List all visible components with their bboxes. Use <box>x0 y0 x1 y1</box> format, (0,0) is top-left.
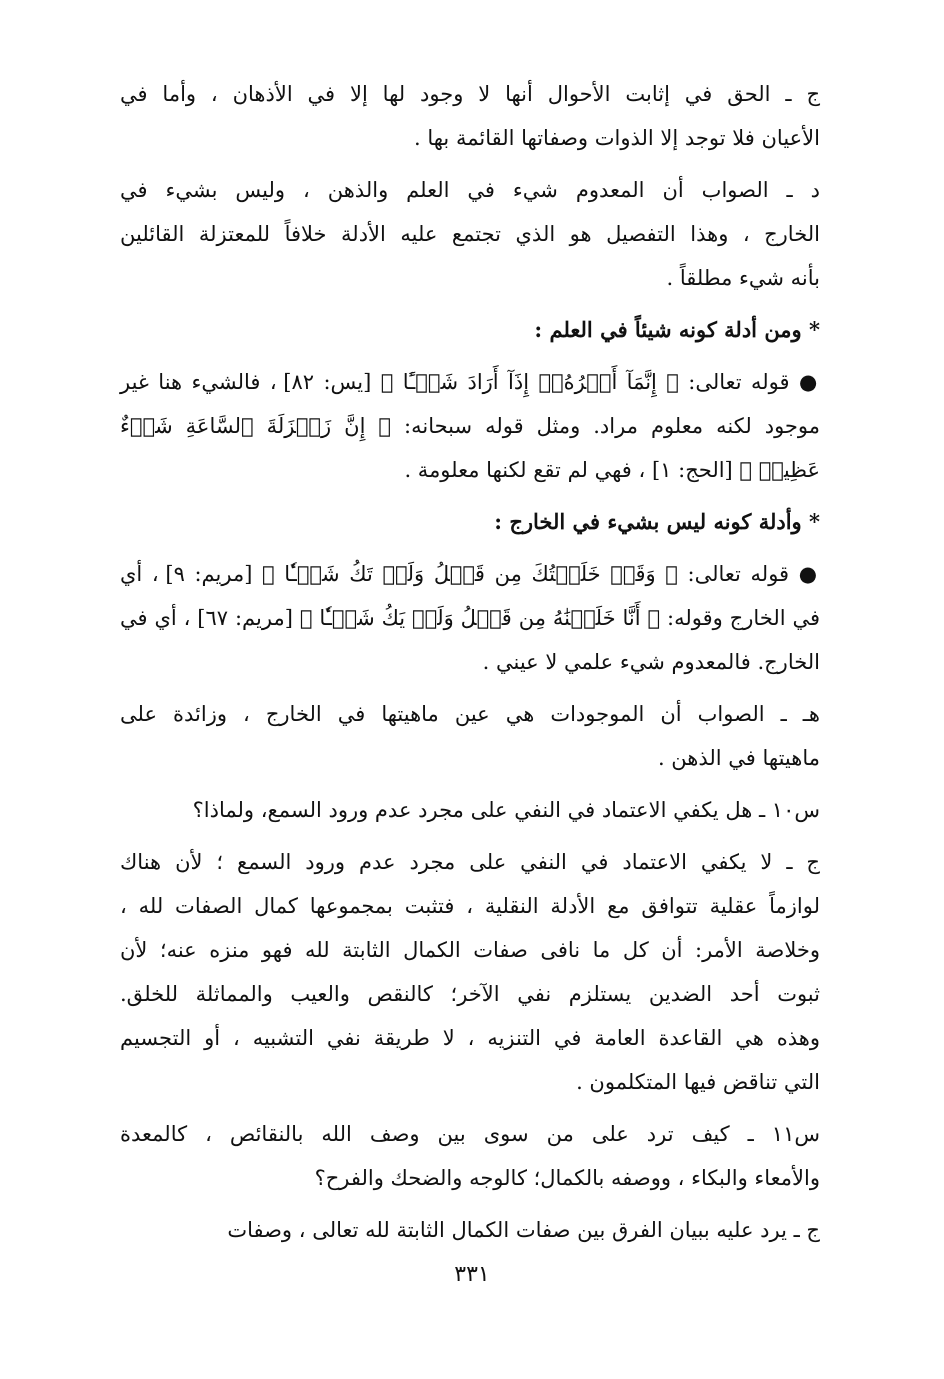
text-line: لوازماً عقلية تتوافق مع الأدلة النقلية ، فتثبت بمجموعها كمال الصفات لله ، <box>120 894 820 918</box>
paragraph <box>120 72 820 160</box>
text-line: ج ـ لا يكفي الاعتماد في النفي على مجرد عدم ورود السمع ؛ لأن هناك <box>120 850 820 874</box>
text-line: عَظِيمٞ ﴾ [الحج: ١] ، فهي لم تقع لكنها معلومة . <box>404 458 820 482</box>
paragraph <box>120 1112 820 1200</box>
text-line: الأعيان فلا توجد إلا الذوات وصفاتها القائمة بها . <box>414 126 820 150</box>
section-heading <box>120 308 820 352</box>
paragraph <box>120 552 820 684</box>
text-line: ثبوت أحد الضدين يستلزم نفي الآخر؛ كالنقص والعيب والمماثلة للخلق. <box>120 982 820 1006</box>
text-line: س١١ ـ كيف ترد على من سوى بين وصف الله بالنقائص ، كالمعدة <box>120 1122 820 1146</box>
page-number: ٣٣١ <box>454 1262 490 1287</box>
text-line: وخلاصة الأمر: أن كل ما نافى صفات الكمال الثابتة لله فهو منزه عنه؛ لأن <box>120 938 820 962</box>
text-line: وهذه هي القاعدة العامة في التنزيه ، لا طريقة نفي التشبيه ، أو التجسيم <box>120 1026 820 1050</box>
paragraph <box>120 360 820 492</box>
text-line: والأمعاء والبكاء ، ووصفه بالكمال؛ كالوجه والضحك والفرح؟ <box>314 1166 820 1190</box>
text-line: د ـ الصواب أن المعدوم شيء في العلم والذهن ، وليس بشيء في <box>120 178 820 202</box>
text-line: الخارج ، وهذا التفصيل هو الذي تجتمع عليه الأدلة خلافاً للمعتزلة القائلين <box>120 222 820 246</box>
text-line: بأنه شيء مطلقاً . <box>666 266 820 290</box>
paragraph <box>120 788 820 832</box>
text-line: هـ ـ الصواب أن الموجودات هي عين ماهيتها في الخارج ، وزائدة على <box>120 702 820 726</box>
text-line: التي تناقض فيها المتكلمون . <box>576 1070 820 1094</box>
text-line: في الخارج وقوله: ﴿ أَنَّا خَلَقۡنَٰهُ مِن قَبۡلُ وَلَمۡ يَكُ شَيۡـٔٗا ﴾ [مريم: ٦٧] ، أي في <box>120 606 820 630</box>
text-line: ● قوله تعالى: ﴿ إِنَّمَآ أَمۡرُهُۥٓ إِذَآ أَرَادَ شَيۡـًٔا ﴾ [يس: ٨٢] ، فالشيء هنا غير <box>120 370 820 394</box>
text-line: ج ـ يرد عليه ببيان الفرق بين صفات الكمال الثابتة لله تعالى ، وصفات <box>227 1218 820 1242</box>
text-line: الخارج. فالمعدوم شيء علمي لا عيني . <box>482 650 820 674</box>
text-line: * وأدلة كونه ليس بشيء في الخارج : <box>494 509 820 534</box>
section-heading <box>120 500 820 544</box>
page-body <box>120 72 820 1260</box>
text-line: ج ـ الحق في إثابت الأحوال أنها لا وجود لها إلا في الأذهان ، وأما في <box>120 82 820 106</box>
paragraph <box>120 1208 820 1252</box>
text-line: موجود لكنه معلوم مراد. ومثل قوله سبحانه: ﴿ إِنَّ زَلۡزَلَةَ ٱلسَّاعَةِ شَيۡءٌ <box>120 414 820 438</box>
paragraph <box>120 692 820 780</box>
text-line: س١٠ ـ هل يكفي الاعتماد في النفي على مجرد عدم ورود السمع، ولماذا؟ <box>192 798 820 822</box>
text-line: ماهيتها في الذهن . <box>657 746 820 770</box>
paragraph <box>120 168 820 300</box>
paragraph <box>120 840 820 1104</box>
text-line: * ومن أدلة كونه شيئاً في العلم : <box>534 317 820 342</box>
text-line: ● قوله تعالى: ﴿ وَقَدۡ خَلَقۡتُكَ مِن قَبۡلُ وَلَمۡ تَكُ شَيۡـٔٗا ﴾ [مريم: ٩] ، أي <box>120 562 821 586</box>
